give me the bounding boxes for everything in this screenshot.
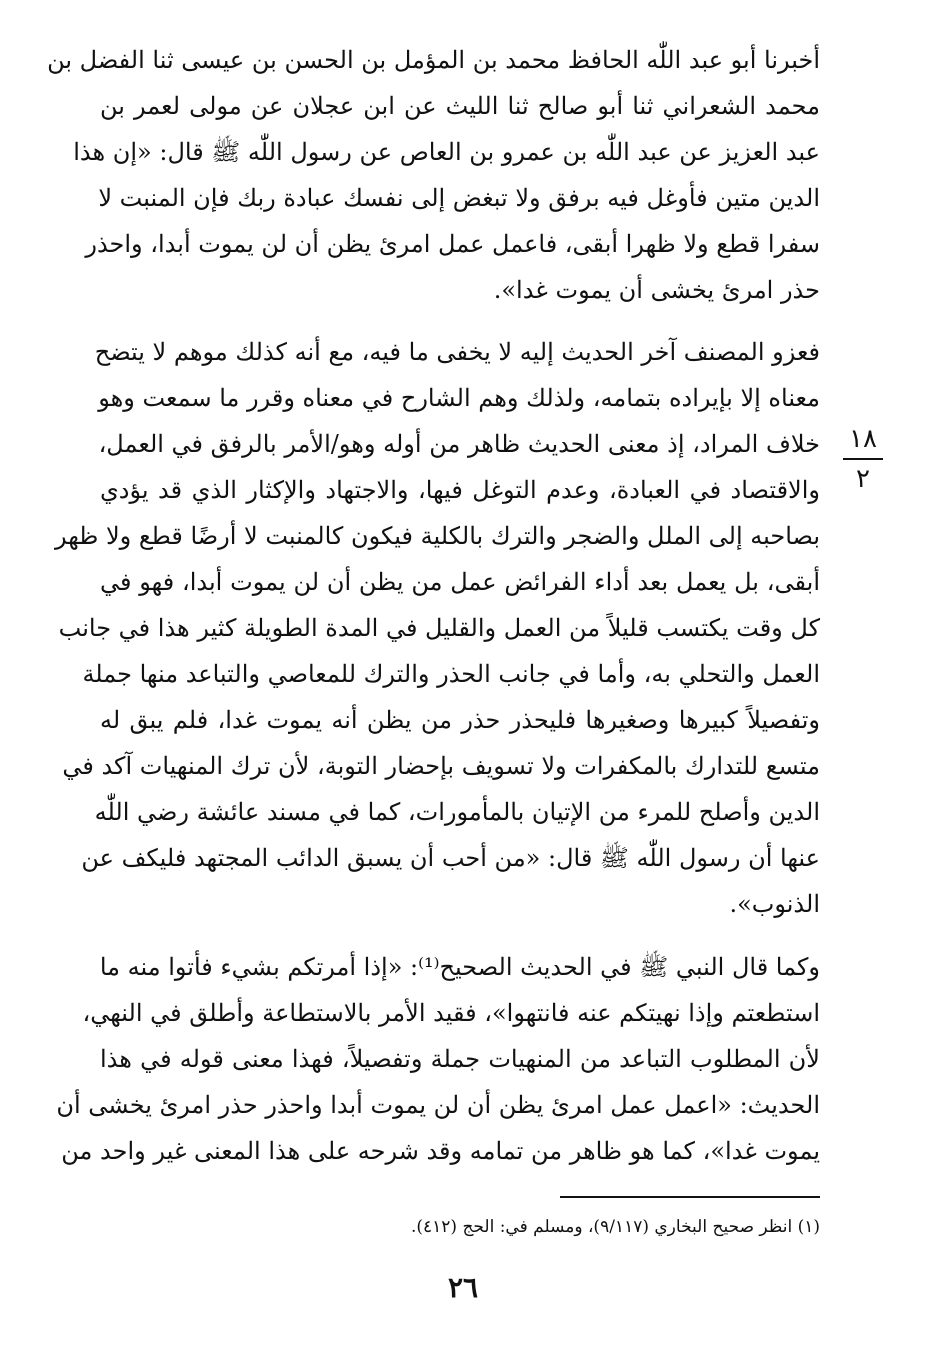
margin-reference-divider: [843, 458, 883, 460]
text-line: خلاف المراد، إذ معنى الحديث ظاهر من أوله وهو/الأمر بالرفق في العمل،: [98, 430, 820, 458]
text-line: الدين وأصلح للمرء من الإتيان بالمأمورات، كما في مسند عائشة رضي اللّٰه: [94, 798, 820, 826]
margin-reference-bottom: ٢: [856, 464, 870, 494]
text-line: سفرا قطع ولا ظهرا أبقى، فاعمل عمل امرئ يظن أن لن يموت أبدا، واحذر: [85, 230, 820, 258]
text-line: أبقى، بل يعمل بعد أداء الفرائض عمل من يظن أن لن يموت أبدا، فهو في: [100, 568, 820, 596]
text-line: الحديث: «اعمل عمل امرئ يظن أن لن يموت أبدا واحذر حذر امرئ يخشى أن: [56, 1091, 820, 1119]
text-line: استطعتم وإذا نهيتكم عنه فانتهوا»، فقيد الأمر بالاستطاعة وأطلق في النهي،: [82, 999, 820, 1027]
paragraph-commentary: [54, 329, 820, 927]
text-line: يموت غدا»، كما هو ظاهر من تمامه وقد شرحه على هذا المعنى غير واحد من: [61, 1137, 820, 1165]
text-line: متسع للتدارك بالمكفرات ولا تسويف بإحضار التوبة، لأن ترك المنهيات آكد في: [62, 752, 820, 780]
text-line: لأن المطلوب التباعد من المنهيات جملة وتفصيلاً، فهذا معنى قوله في هذا: [100, 1045, 820, 1073]
text-line: أخبرنا أبو عبد اللّٰه الحافظ محمد بن المؤمل بن الحسن بن عيسى ثنا الفضل بن: [47, 46, 820, 74]
text-line: فعزو المصنف آخر الحديث إليه لا يخفى ما فيه، مع أنه كذلك موهم لا يتضح: [94, 338, 820, 366]
text-line: بصاحبه إلى الملل والضجر والترك بالكلية فيكون كالمنبت لا أرضًا قطع ولا ظهر: [54, 522, 820, 550]
text-line: عنها أن رسول اللّٰه ﷺ قال: «من أحب أن يسبق الدائب المجتهد فليكف عن: [81, 844, 820, 872]
footnote: (١) انظر صحيح البخاري (٩/١١٧)، ومسلم في: الحج (٤١٢).: [410, 1217, 820, 1237]
text-line: وتفصيلاً كبيرها وصغيرها فليحذر حذر من يظن أنه يموت غدا، فلم يبق له: [100, 706, 820, 734]
text-line: الذنوب».: [729, 890, 820, 918]
page-number: ٢٦: [447, 1271, 479, 1304]
paragraph-hadith-chain: [47, 37, 820, 313]
text-line: معناه إلا بإيراده بتمامه، ولذلك وهم الشارح في معناه وقرر ما سمعت وهو: [98, 384, 820, 412]
margin-reference-top: ١٨: [849, 424, 877, 454]
text-line: عبد العزيز عن عبد اللّٰه بن عمرو بن العاص عن رسول اللّٰه ﷺ قال: «إن هذا: [73, 138, 820, 166]
paragraph-sahih-hadith: [56, 944, 820, 1174]
text-line: حذر امرئ يخشى أن يموت غدا».: [493, 276, 820, 304]
text-line: والاقتصاد في العبادة، وعدم التوغل فيها، والاجتهاد والإكثار الذي قد يؤدي: [100, 476, 820, 504]
text-line: العمل والتحلي به، وأما في جانب الحذر والترك للمعاصي والتباعد منها جملة: [82, 660, 820, 688]
text-line: محمد الشعراني ثنا أبو صالح ثنا الليث عن ابن عجلان عن مولى لعمر بن: [100, 92, 820, 120]
footnote-separator: [560, 1196, 820, 1198]
margin-manuscript-reference: [838, 424, 888, 494]
text-line: وكما قال النبي ﷺ في الحديث الصحيح⁽¹⁾: «إذا أمرتكم بشيء فأتوا منه ما: [99, 953, 820, 981]
text-line: كل وقت يكتسب قليلاً من العمل والقليل في المدة الطويلة كثير هذا في جانب: [58, 614, 820, 642]
text-line: الدين متين فأوغل فيه برفق ولا تبغض إلى نفسك عبادة ربك فإن المنبت لا: [98, 184, 820, 212]
